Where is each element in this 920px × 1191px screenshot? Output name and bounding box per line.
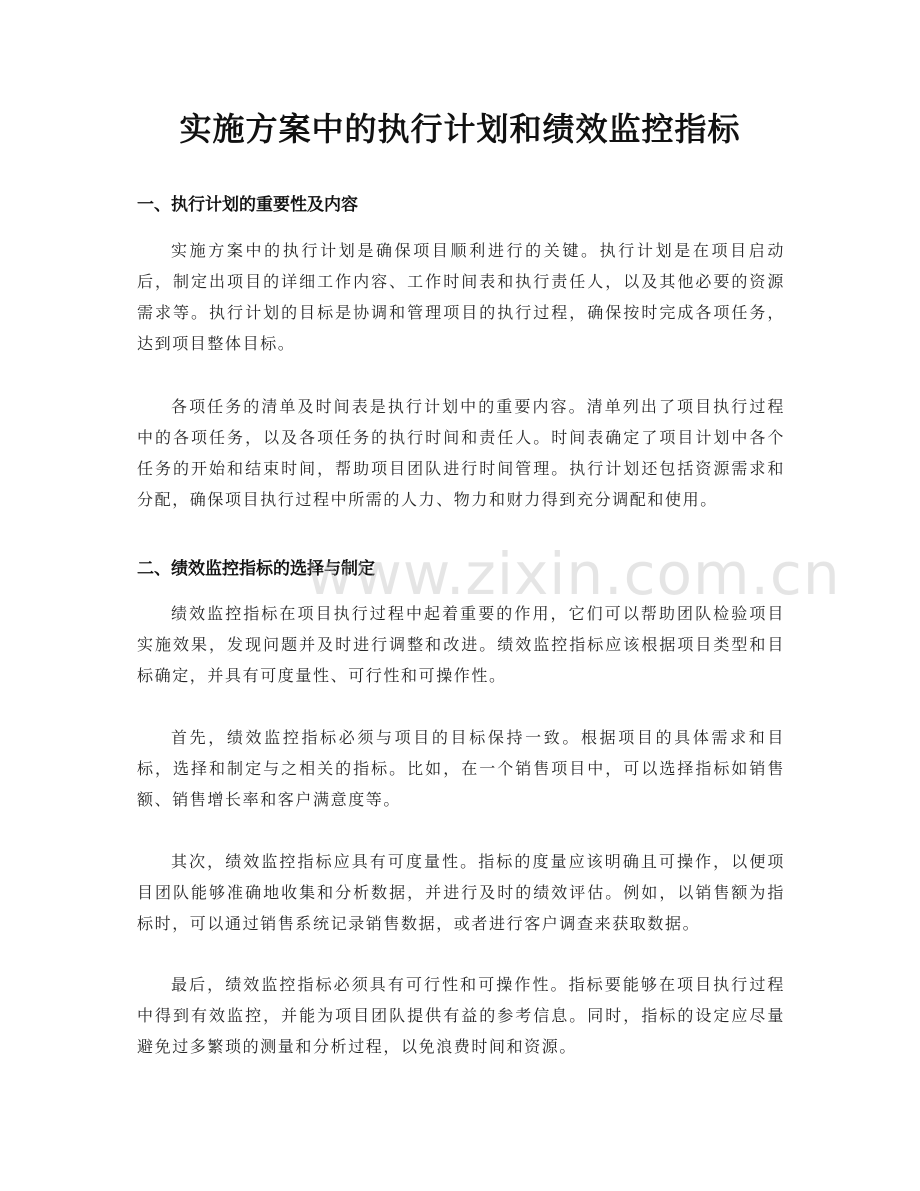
section-heading-1: 一、执行计划的重要性及内容 [137,195,358,215]
paragraph: 最后，绩效监控指标必须具有可行性和可操作性。指标要能够在项目执行过程中得到有效监控，并能为项目团队提供有益的参考信息。同时，指标的设定应尽量避免过多繁琐的测量和分析过程，以免浪费时间和资源。 [137,975,785,1056]
document-title: 实施方案中的执行计划和绩效监控指标 [179,110,741,148]
section-heading-2: 二、绩效监控指标的选择与制定 [137,559,375,579]
paragraph: 首先，绩效监控指标必须与项目的目标保持一致。根据项目的具体需求和目标，选择和制定与之相关的指标。比如，在一个销售项目中，可以选择指标如销售额、销售增长率和客户满意度等。 [137,728,785,809]
watermark: www.zixin.com.cn [306,540,841,608]
paragraph: 其次，绩效监控指标应具有可度量性。指标的度量应该明确且可操作，以便项目团队能够准确地收集和分析数据，并进行及时的绩效评估。例如，以销售额为指标时，可以通过销售系统记录销售数据，或者进行客户调查来获取数据。 [137,852,785,933]
paragraph: 绩效监控指标在项目执行过程中起着重要的作用，它们可以帮助团队检验项目实施效果，发现问题并及时进行调整和改进。绩效监控指标应该根据项目类型和目标确定，并具有可度量性、可行性和可操作性。 [137,604,785,685]
paragraph: 实施方案中的执行计划是确保项目顺利进行的关键。执行计划是在项目启动后，制定出项目的详细工作内容、工作时间表和执行责任人，以及其他必要的资源需求等。执行计划的目标是协调和管理项目的执行过程，确保按时完成各项任务，达到项目整体目标。 [137,241,785,353]
paragraph: 各项任务的清单及时间表是执行计划中的重要内容。清单列出了项目执行过程中的各项任务，以及各项任务的执行时间和责任人。时间表确定了项目计划中各个任务的开始和结束时间，帮助项目团队进行时间管理。执行计划还包括资源需求和分配，确保项目执行过程中所需的人力、物力和财力得到充分调配和使用。 [137,397,785,509]
